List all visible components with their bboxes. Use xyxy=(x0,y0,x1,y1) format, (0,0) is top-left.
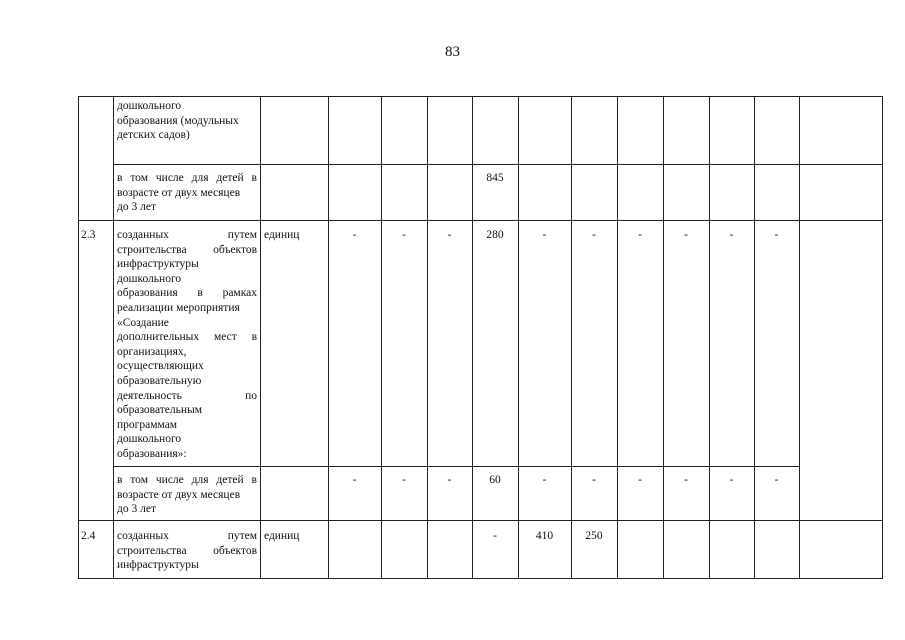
row-description xyxy=(117,171,257,215)
unit-cell: единиц xyxy=(264,530,300,542)
description-word: в xyxy=(117,172,123,184)
value-cell: - xyxy=(402,474,406,486)
value-cell: 410 xyxy=(535,530,554,542)
row-description xyxy=(117,228,257,462)
description-line xyxy=(117,374,257,389)
unit-cell: единиц xyxy=(264,229,300,241)
description-word: строительства xyxy=(117,544,187,557)
description-word: для xyxy=(191,172,209,184)
description-line xyxy=(117,99,257,114)
description-line xyxy=(117,257,257,272)
description-line xyxy=(117,286,257,301)
description-word: созданных xyxy=(117,229,169,241)
description-word: путем xyxy=(227,229,257,241)
value-cell: - xyxy=(684,229,688,241)
description-word: до 3 лет xyxy=(117,201,156,214)
description-line xyxy=(117,403,257,418)
description-word: дошкольного xyxy=(117,272,182,285)
description-word: инфраструктуры xyxy=(117,258,199,271)
value-cell: - xyxy=(592,229,596,241)
column-divider xyxy=(663,96,664,579)
description-line xyxy=(117,301,257,316)
column-divider xyxy=(381,96,382,579)
description-word: «Создание xyxy=(117,316,169,329)
description-line xyxy=(117,200,257,215)
column-divider xyxy=(709,96,710,579)
column-divider xyxy=(754,96,755,579)
row-divider xyxy=(78,520,882,521)
column-divider xyxy=(427,96,428,579)
value-cell: - xyxy=(542,474,547,486)
description-line xyxy=(117,345,257,360)
value-cell: - xyxy=(447,229,452,241)
row-description xyxy=(117,473,257,517)
table-border-top xyxy=(78,96,882,97)
description-word: по xyxy=(245,389,257,402)
description-word: образовательную xyxy=(117,374,202,387)
table-border-right xyxy=(882,96,883,579)
value-cell: 60 xyxy=(489,474,501,486)
value-cell: - xyxy=(638,474,642,486)
value-cell: - xyxy=(352,474,357,486)
description-word: до 3 лет xyxy=(117,503,156,516)
description-word: образовательным xyxy=(117,404,203,417)
value-cell: - xyxy=(352,229,357,241)
row-number: 2.3 xyxy=(81,229,96,241)
description-line xyxy=(117,114,257,129)
description-line xyxy=(117,502,257,517)
value-cell: - xyxy=(592,474,596,486)
description-word: программам xyxy=(117,418,178,431)
row-divider xyxy=(113,466,799,467)
description-line xyxy=(117,447,257,462)
description-word: деятельность xyxy=(117,389,182,402)
description-word: дошкольного xyxy=(117,433,182,446)
description-word: путем xyxy=(227,530,257,542)
page-number: 83 xyxy=(445,44,460,60)
description-word: детей xyxy=(216,474,244,486)
description-word: числе xyxy=(155,172,184,184)
description-word: образования»: xyxy=(117,447,187,460)
description-word: возрасте от двух месяцев xyxy=(117,488,241,501)
column-divider xyxy=(617,96,618,579)
description-word: том xyxy=(130,172,148,184)
description-word: числе xyxy=(155,474,184,486)
value-cell: 845 xyxy=(486,172,504,184)
column-divider xyxy=(518,96,519,579)
description-word: в xyxy=(251,474,257,486)
description-line xyxy=(117,272,257,287)
description-word: объектов xyxy=(213,243,257,256)
description-word: в xyxy=(251,331,257,344)
description-word: образования xyxy=(117,287,178,300)
description-word: реализации мероприятия xyxy=(117,301,240,314)
description-word: организациях, xyxy=(117,345,187,358)
description-word: дополнительных xyxy=(117,331,200,344)
description-word: том xyxy=(130,474,148,486)
column-divider xyxy=(113,96,114,579)
description-line xyxy=(117,473,257,488)
row-divider xyxy=(78,220,882,221)
description-line xyxy=(117,432,257,447)
row-description xyxy=(117,99,257,143)
description-word: осуществляющих xyxy=(117,360,204,373)
description-word: созданных xyxy=(117,530,169,542)
description-word: строительства xyxy=(117,243,187,256)
column-divider xyxy=(472,96,473,579)
description-line xyxy=(117,316,257,331)
description-word: инфраструктуры xyxy=(117,559,199,572)
description-word: мест xyxy=(213,331,237,344)
column-divider xyxy=(328,96,329,579)
description-word: детей xyxy=(216,172,244,184)
description-word: в xyxy=(117,474,123,486)
description-line xyxy=(117,558,257,573)
value-cell: - xyxy=(402,229,406,241)
value-cell: - xyxy=(447,474,452,486)
table-border-left xyxy=(78,96,79,579)
description-word: в xyxy=(251,172,257,184)
description-word: объектов xyxy=(213,544,257,557)
value-cell: 280 xyxy=(486,229,504,241)
description-line xyxy=(117,330,257,345)
description-word: дошкольного xyxy=(117,100,182,112)
table-border-bottom xyxy=(78,578,882,579)
column-divider xyxy=(799,96,800,579)
description-word: для xyxy=(191,474,209,486)
description-word: детских садов) xyxy=(117,129,190,142)
description-line xyxy=(117,389,257,404)
description-word: рамках xyxy=(222,287,257,300)
value-cell: - xyxy=(638,229,642,241)
description-line xyxy=(117,544,257,559)
description-word: возрасте от двух месяцев xyxy=(117,186,241,199)
value-cell: 250 xyxy=(585,530,603,542)
description-line xyxy=(117,418,257,433)
description-word: в xyxy=(197,287,203,300)
description-line xyxy=(117,228,257,243)
row-description xyxy=(117,529,257,573)
description-word: образования (модульных xyxy=(117,114,239,127)
value-cell: - xyxy=(684,474,688,486)
description-line xyxy=(117,186,257,201)
description-line xyxy=(117,171,257,186)
value-cell: - xyxy=(729,229,734,241)
row-divider xyxy=(113,164,882,165)
description-line xyxy=(117,243,257,258)
column-divider xyxy=(571,96,572,579)
column-divider xyxy=(260,96,261,579)
description-line xyxy=(117,488,257,503)
description-line xyxy=(117,359,257,374)
description-line xyxy=(117,128,257,143)
value-cell: - xyxy=(729,474,734,486)
value-cell: - xyxy=(774,474,779,486)
row-number: 2.4 xyxy=(81,530,96,542)
value-cell: - xyxy=(542,229,547,241)
description-line xyxy=(117,529,257,544)
value-cell: - xyxy=(493,530,497,542)
value-cell: - xyxy=(774,229,779,241)
